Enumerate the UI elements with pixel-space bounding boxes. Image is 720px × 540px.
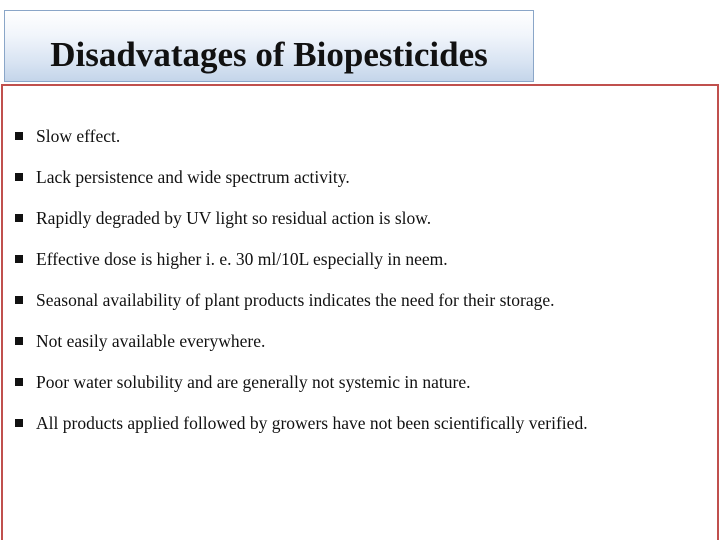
list-item (15, 249, 707, 290)
square-bullet-icon (15, 337, 23, 345)
list-item (15, 290, 707, 331)
square-bullet-icon (15, 378, 23, 386)
bullet-text: Lack persistence and wide spectrum activity. (36, 167, 350, 187)
list-item (15, 331, 707, 372)
list-item (15, 167, 707, 208)
square-bullet-icon (15, 214, 23, 222)
title-box (4, 10, 534, 82)
list-item (15, 372, 707, 413)
square-bullet-icon (15, 296, 23, 304)
list-item (15, 208, 707, 249)
bullet-text: Not easily available everywhere. (36, 331, 266, 351)
bullet-text: Effective dose is higher i. e. 30 ml/10L especially in neem. (36, 249, 448, 269)
bullet-text: Seasonal availability of plant products indicates the need for their storage. (36, 290, 555, 310)
list-item (15, 413, 707, 454)
slide-title: Disadvatages of Biopesticides (50, 35, 488, 74)
content-box (1, 84, 719, 540)
bullet-text: Slow effect. (36, 126, 121, 146)
bullet-text: All products applied followed by growers have not been scientifically verified. (36, 413, 588, 433)
square-bullet-icon (15, 419, 23, 427)
list-item (15, 126, 707, 167)
bullet-text: Rapidly degraded by UV light so residual action is slow. (36, 208, 432, 228)
bullet-list (15, 126, 707, 454)
bullet-text: Poor water solubility and are generally not systemic in nature. (36, 372, 471, 392)
square-bullet-icon (15, 173, 23, 181)
square-bullet-icon (15, 255, 23, 263)
square-bullet-icon (15, 132, 23, 140)
